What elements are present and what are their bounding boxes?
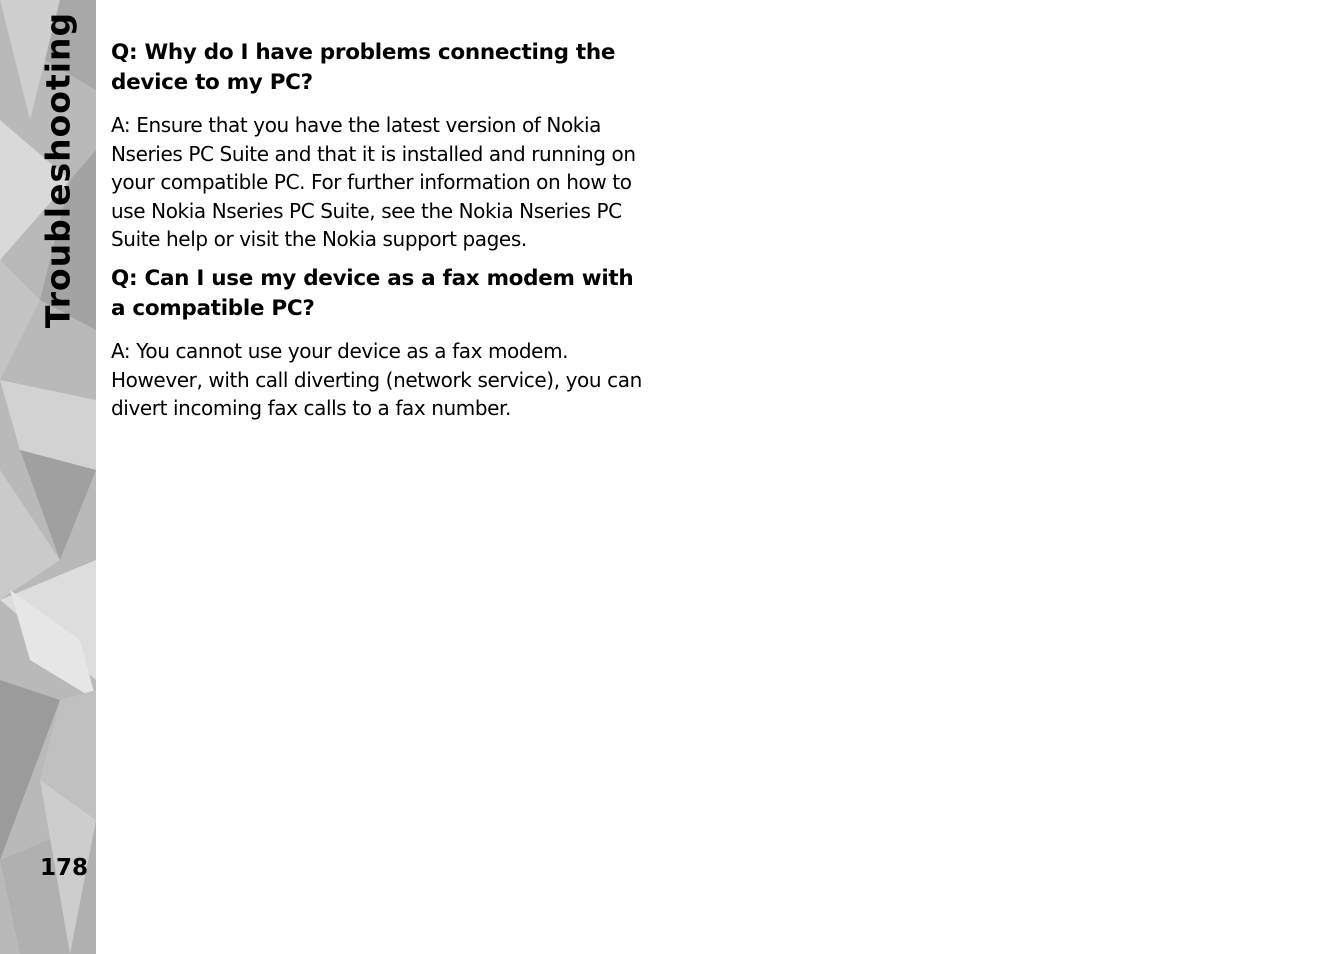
faq-item [111,38,651,254]
faq-answer: A: You cannot use your device as a fax modem. However, with call diverting (network service), you can divert incoming fax calls to a fax number. [111,338,642,421]
faq-question: Q: Can I use my device as a fax modem with a compatible PC? [111,265,634,321]
faq-item [111,264,651,423]
side-band [0,0,96,954]
section-title: Troubleshooting [38,11,78,329]
faq-answer: A: Ensure that you have the latest version of Nokia Nseries PC Suite and that it is installed and running on your compatible PC. For further information on how to use Nokia Nseries PC Suite, see the Nokia Nseries PC Suite help or visit the Nokia support pages. [111,113,636,252]
faq-question: Q: Why do I have problems connecting the device to my PC? [111,40,616,95]
page-number: 178 [40,855,89,881]
faq-content [111,38,651,433]
